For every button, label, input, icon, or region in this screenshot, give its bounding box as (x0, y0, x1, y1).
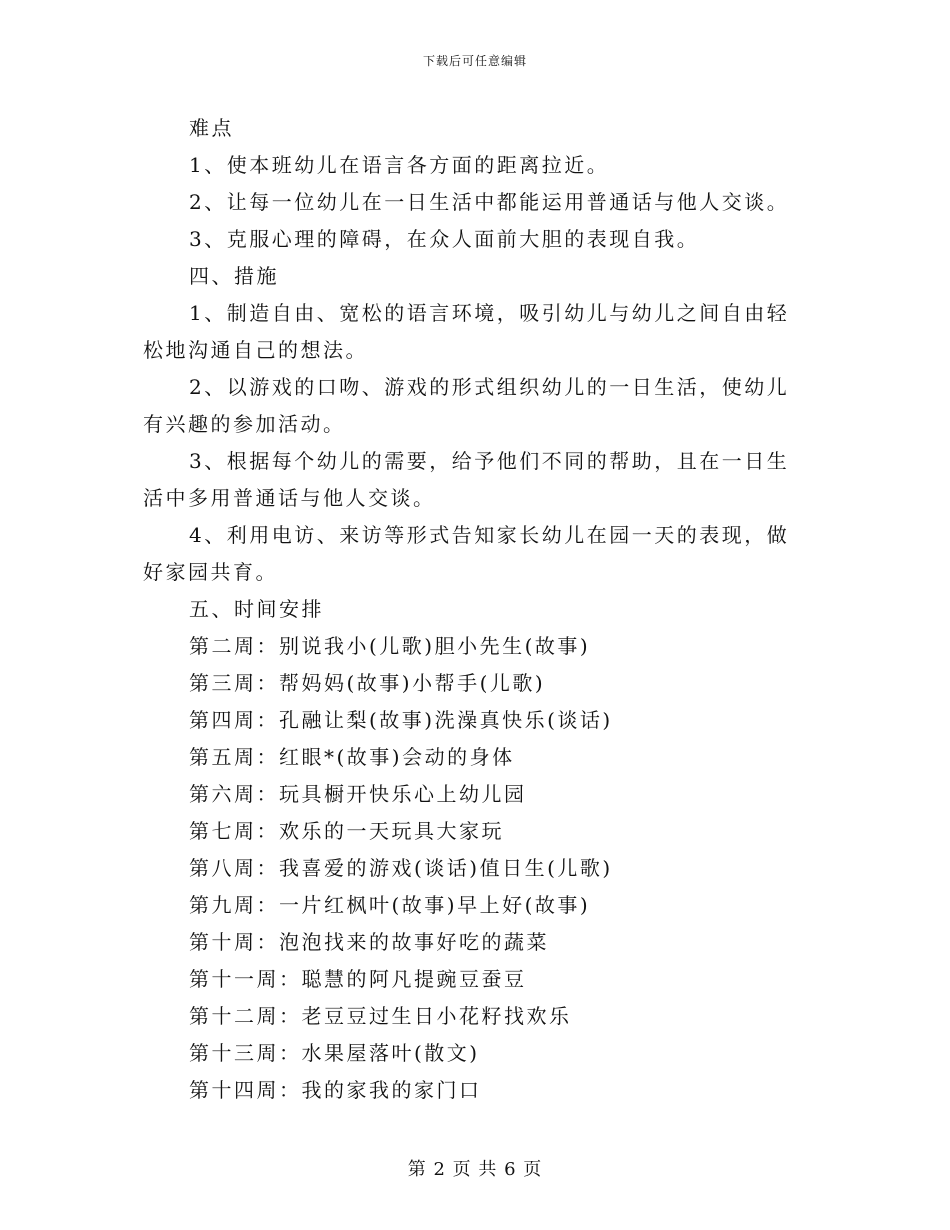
paragraph: 4、利用电访、来访等形式告知家长幼儿在园一天的表现，做好家园共育。 (143, 523, 790, 584)
page-header: 下载后可任意编辑 (422, 54, 527, 68)
schedule-item: 第九周：一片红枫叶(故事)早上好(故事) (189, 893, 591, 917)
schedule-item: 第七周：欢乐的一天玩具大家玩 (189, 819, 504, 843)
schedule-item: 第十四周：我的家我的家门口 (189, 1078, 482, 1102)
page-footer: 第 2 页 共 6 页 (407, 1159, 543, 1180)
paragraph: 1、使本班幼儿在语言各方面的距离拉近。 (189, 153, 610, 177)
paragraph: 1、制造自由、宽松的语言环境，吸引幼儿与幼儿之间自由轻松地沟通自己的想法。 (143, 301, 790, 362)
document-body (143, 110, 811, 1109)
schedule-item: 第四周：孔融让梨(故事)洗澡真快乐(谈话) (189, 708, 613, 732)
schedule-item: 第五周：红眼*(故事)会动的身体 (189, 745, 515, 769)
paragraph: 3、根据每个幼儿的需要，给予他们不同的帮助，且在一日生活中多用普通话与他人交谈。 (143, 449, 790, 510)
section-heading-schedule: 五、时间安排 (189, 597, 324, 621)
paragraph: 2、以游戏的口吻、游戏的形式组织幼儿的一日生活，使幼儿有兴趣的参加活动。 (143, 375, 790, 436)
paragraph: 3、克服心理的障碍，在众人面前大胆的表现自我。 (189, 227, 700, 251)
schedule-item: 第十周：泡泡找来的故事好吃的蔬菜 (189, 930, 549, 954)
paragraph: 2、让每一位幼儿在一日生活中都能运用普通话与他人交谈。 (189, 190, 790, 214)
schedule-item: 第十三周：水果屋落叶(散文) (189, 1041, 480, 1065)
section-heading-measures: 四、措施 (189, 264, 279, 288)
schedule-item: 第二周：别说我小(儿歌)胆小先生(故事) (189, 634, 591, 658)
schedule-item: 第六周：玩具橱开快乐心上幼儿园 (189, 782, 527, 806)
schedule-item: 第三周：帮妈妈(故事)小帮手(儿歌) (189, 671, 546, 695)
schedule-item: 第八周：我喜爱的游戏(谈话)值日生(儿歌) (189, 856, 613, 880)
schedule-item: 第十一周：聪慧的阿凡提豌豆蚕豆 (189, 967, 527, 991)
schedule-item: 第十二周：老豆豆过生日小花籽找欢乐 (189, 1004, 572, 1028)
paragraph-difficulty-heading: 难点 (189, 116, 234, 140)
